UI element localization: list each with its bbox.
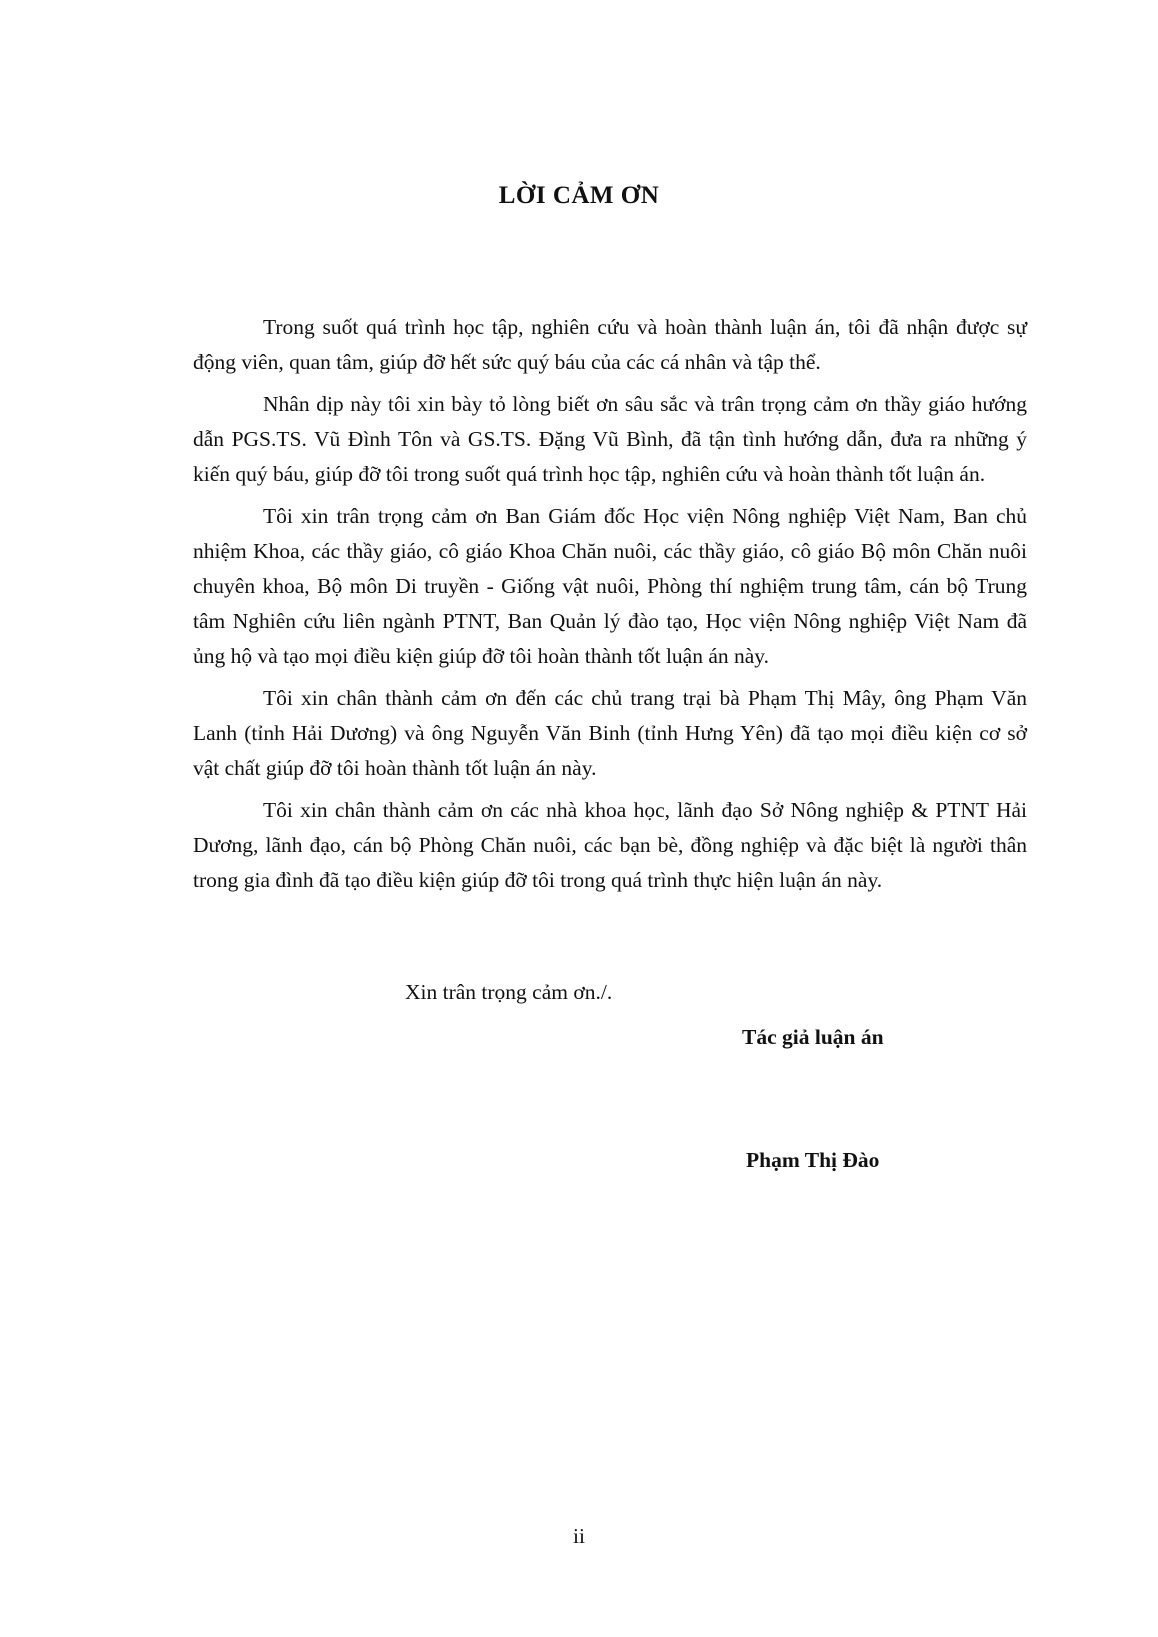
page-title: LỜI CẢM ƠN	[498, 182, 660, 209]
paragraph: Tôi xin trân trọng cảm ơn Ban Giám đốc Học viện Nông nghiệp Việt Nam, Ban chủ nhiệm Khoa, các thầy giáo, cô giáo Khoa Chăn nuôi, các thầy giáo, cô giáo Bộ môn Chăn nuôi chuyên khoa, Bộ môn Di truyền - Giống vật nuôi, Phòng thí nghiệm trung tâm, cán bộ Trung tâm Nghiên cứu liên ngành PTNT, Ban Quản lý đào tạo, Học viện Nông nghiệp Việt Nam đã ủng hộ và tạo mọi điều kiện giúp đỡ tôi hoàn thành tốt luận án này.	[193, 504, 1027, 668]
acknowledgement-body	[193, 310, 1027, 905]
paragraph: Tôi xin chân thành cảm ơn các nhà khoa học, lãnh đạo Sở Nông nghiệp & PTNT Hải Dương, lãnh đạo, cán bộ Phòng Chăn nuôi, các bạn bè, đồng nghiệp và đặc biệt là người thân trong gia đình đã tạo điều kiện giúp đỡ tôi trong quá trình thực hiện luận án này.	[193, 798, 1027, 892]
closing-line: Xin trân trọng cảm ơn./.	[405, 980, 613, 1004]
paragraph: Trong suốt quá trình học tập, nghiên cứu và hoàn thành luận án, tôi đã nhận được sự động viên, quan tâm, giúp đỡ hết sức quý báu của các cá nhân và tập thể.	[193, 315, 1027, 374]
paragraph: Tôi xin chân thành cảm ơn đến các chủ trang trại bà Phạm Thị Mây, ông Phạm Văn Lanh (tỉnh Hải Dương) và ông Nguyễn Văn Binh (tỉnh Hưng Yên) đã tạo mọi điều kiện cơ sở vật chất giúp đỡ tôi hoàn thành tốt luận án này.	[193, 686, 1027, 780]
paragraph: Nhân dịp này tôi xin bày tỏ lòng biết ơn sâu sắc và trân trọng cảm ơn thầy giáo hướng dẫn PGS.TS. Vũ Đình Tôn và GS.TS. Đặng Vũ Bình, đã tận tình hướng dẫn, đưa ra những ý kiến quý báu, giúp đỡ tôi trong suốt quá trình học tập, nghiên cứu và hoàn thành tốt luận án.	[193, 392, 1027, 486]
page-number: ii	[573, 1524, 585, 1548]
author-role: Tác giả luận án	[742, 1025, 884, 1049]
author-name: Phạm Thị Đào	[746, 1148, 880, 1172]
